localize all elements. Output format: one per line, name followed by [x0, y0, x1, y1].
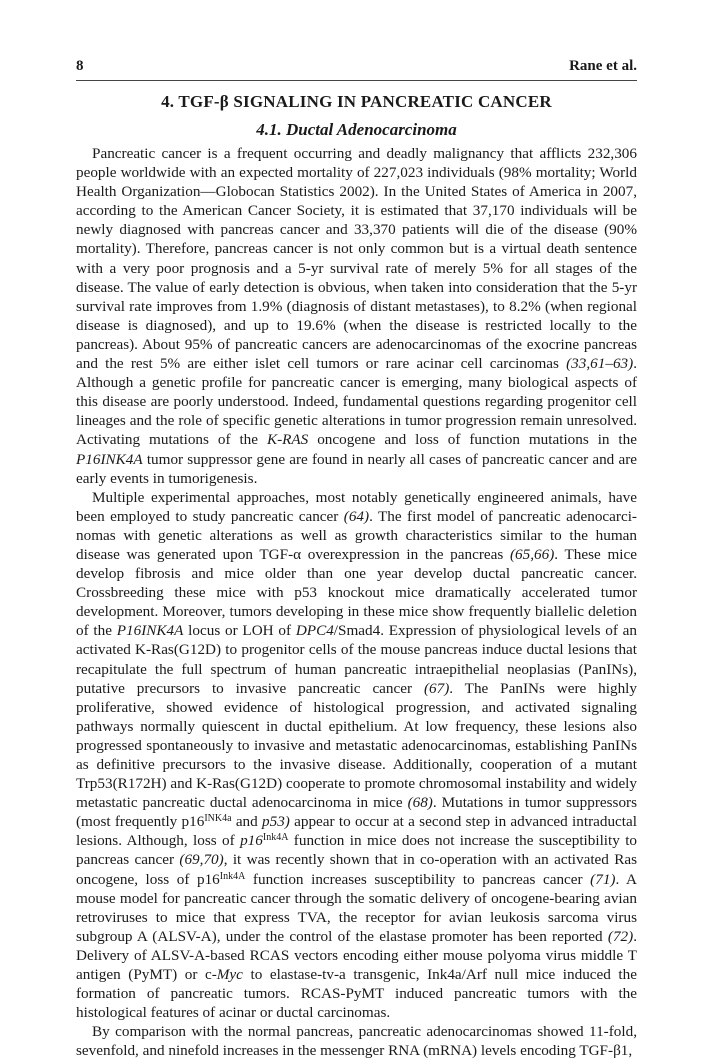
text-run: to elastase-tv-a transgenic, Ink4a/Arf null mice induced the formation of pancreatic tumors. RCAS-PyMT induced pancreatic tumors with the histological features of acinar or ductal carcinomas.	[76, 966, 637, 1022]
paragraph-1	[76, 144, 637, 488]
running-header	[76, 58, 637, 80]
text-run: Pancreatic cancer is a frequent occurring and deadly malignancy that afflicts 232,306 people worldwide with an expected mortality of 227,023 individuals (98% mortality; World Health Organization—Globocan Statistics 2002). In the United States of America in 2007, according to the American Cancer Society, it is estimated that 37,170 individuals will be newly diagnosed with pancreas cancer and 33,370 patients will die of the disease (90% mortality). Therefore, pancreas cancer is not only common but is a virtual death sentence with a very poor prognosis and a 5-yr survival rate of merely 5% for all stages of the disease. The value of early detection is obvious, when taken into consideration that the 5-yr survival rate improves from 1.9% (diagnosis of distant metastases), to 8.2% (when regional disease is diagnosed), and up to 19.6% (when the disease is restricted locally to the pancreas). About 95% of pancreatic cancers are adenocarcinomas of the exocrine pancreas and the rest 5% are either islet cell tumors or rare acinar cell carcinomas	[76, 145, 637, 373]
text-run: . Mutations in tumor suppressors (most frequently p16	[76, 794, 637, 831]
text-run: function in mice does not increase the susceptibility to pancreas cancer	[76, 832, 638, 869]
italic-text: (33,61–63)	[566, 355, 634, 373]
text-run: tumor suppressor gene are found in nearly all cases of pancreatic cancer and are early events in tumorigenesis.	[76, 450, 637, 487]
italic-text: (68)	[407, 794, 433, 812]
text-run: function increases susceptibility to pancreas cancer	[245, 870, 591, 888]
text-run: /Smad4. Expression of physiological levels of an activated K-Ras(G12D) to progenitor cells of the mouse pancreas induce ductal lesions that recapitulate the full spectrum of human pancreatic intraepithelial neoplasias (PanINs), putative precursors to invasive pancreatic cancer	[76, 622, 637, 697]
italic-text: p16	[240, 832, 263, 850]
text-run: and	[231, 813, 263, 831]
italic-text: K-RAS	[266, 431, 309, 449]
text-run: . Delivery of ALSV-A-based RCAS vectors encoding either mouse polyoma virus middle T antigen (PyMT) or c-	[76, 927, 637, 984]
italic-text: P16INK4A	[76, 450, 143, 468]
paragraph-2	[76, 488, 637, 1023]
italic-text: (69,70)	[179, 851, 224, 869]
running-head-authors: Rane et al.	[569, 58, 637, 74]
text-run: By comparison with the normal pancreas, pancreatic adenocarcinomas showed 11-fold, sevenfold, and ninefold increases in the messenger RNA (mRNA) levels encoding TGF-β1,	[76, 1023, 637, 1060]
body-text	[76, 144, 637, 1061]
italic-text: P16INK4A	[116, 622, 184, 640]
italic-text: (67)	[423, 679, 450, 697]
italic-text: (71)	[590, 870, 616, 888]
italic-text: p53)	[262, 813, 290, 831]
text-run: appear to occur at a second step in advanced intraductal lesions. Although, loss of	[76, 813, 637, 850]
subsection-heading: 4.1. Ductal Adenocarcinoma	[256, 120, 457, 139]
header-rule	[76, 80, 637, 81]
text-run: . A mouse model for pancreatic cancer through the somatic delivery of oncogene-bearing avian retroviruses to mice that express TVA, the receptor for avian leukosis sarcoma virus subgroup A (ALSV-A), under the control of the elastase promoter has been reported	[76, 870, 637, 945]
italic-text: DPC4	[295, 622, 334, 640]
superscript-text: Ink4A	[262, 832, 289, 844]
text-run: . These mice develop fibrosis and mice older than one year develop ductal pancreatic cancer. Crossbreeding these mice with p53 knockout mice dramatically accelerated tumor development. Moreover, tumors developing in these mice show frequently biallelic deletion of the	[76, 545, 637, 640]
page-number: 8	[76, 58, 84, 74]
text-run: Multiple experimental approaches, most notably genetically engineered animals, have been employed to study pancreatic cancer	[76, 488, 637, 525]
text-run: locus or LOH of	[183, 622, 296, 640]
italic-text: (65,66)	[510, 545, 555, 563]
text-run: , it was recently shown that in co-operation with an activated Ras oncogene, loss of p16	[76, 851, 638, 888]
paragraph-3	[76, 1022, 637, 1060]
italic-text: Myc	[216, 966, 243, 984]
superscript-text: Ink4A	[219, 870, 246, 882]
italic-text: (72)	[607, 927, 634, 945]
text-run: . The first model of pancreatic adenocarcinomas with genetic alterations as well as growth characteristics similar to the human disease was generated upon TGF-α overexpression in the pancreas	[76, 507, 637, 563]
text-run: . The PanINs were highly proliferative, showed evidence of histological progression, and activated signaling pathways normally quiescent in ductal epithelium. At low frequency, these lesions also progressed spontaneously to invasive and metastatic adenocarcinomas, establishing PanINs as definitive precursors to the invasive disease. Additionally, cooperation of a mutant Trp53(R172H) and K-Ras(G12D) cooperate to promote chromosomal instability and widely metastatic pancreatic ductal adenocarcinoma in mice	[76, 679, 637, 812]
italic-text: (64)	[343, 507, 370, 525]
superscript-text: INK4a	[204, 813, 232, 825]
text-run: . Although a genetic profile for pancreatic cancer is emerging, many biological aspects of this disease are poorly understood. Indeed, fundamental questions regarding progenitor cell lineages and the role of specific genetic alterations in tumor progression remain unresolved. Activating mutations of the	[76, 355, 637, 449]
text-run: oncogene and loss of function mutations in the	[308, 431, 637, 449]
section-heading: 4. TGF-β SIGNALING IN PANCREATIC CANCER	[161, 92, 552, 111]
